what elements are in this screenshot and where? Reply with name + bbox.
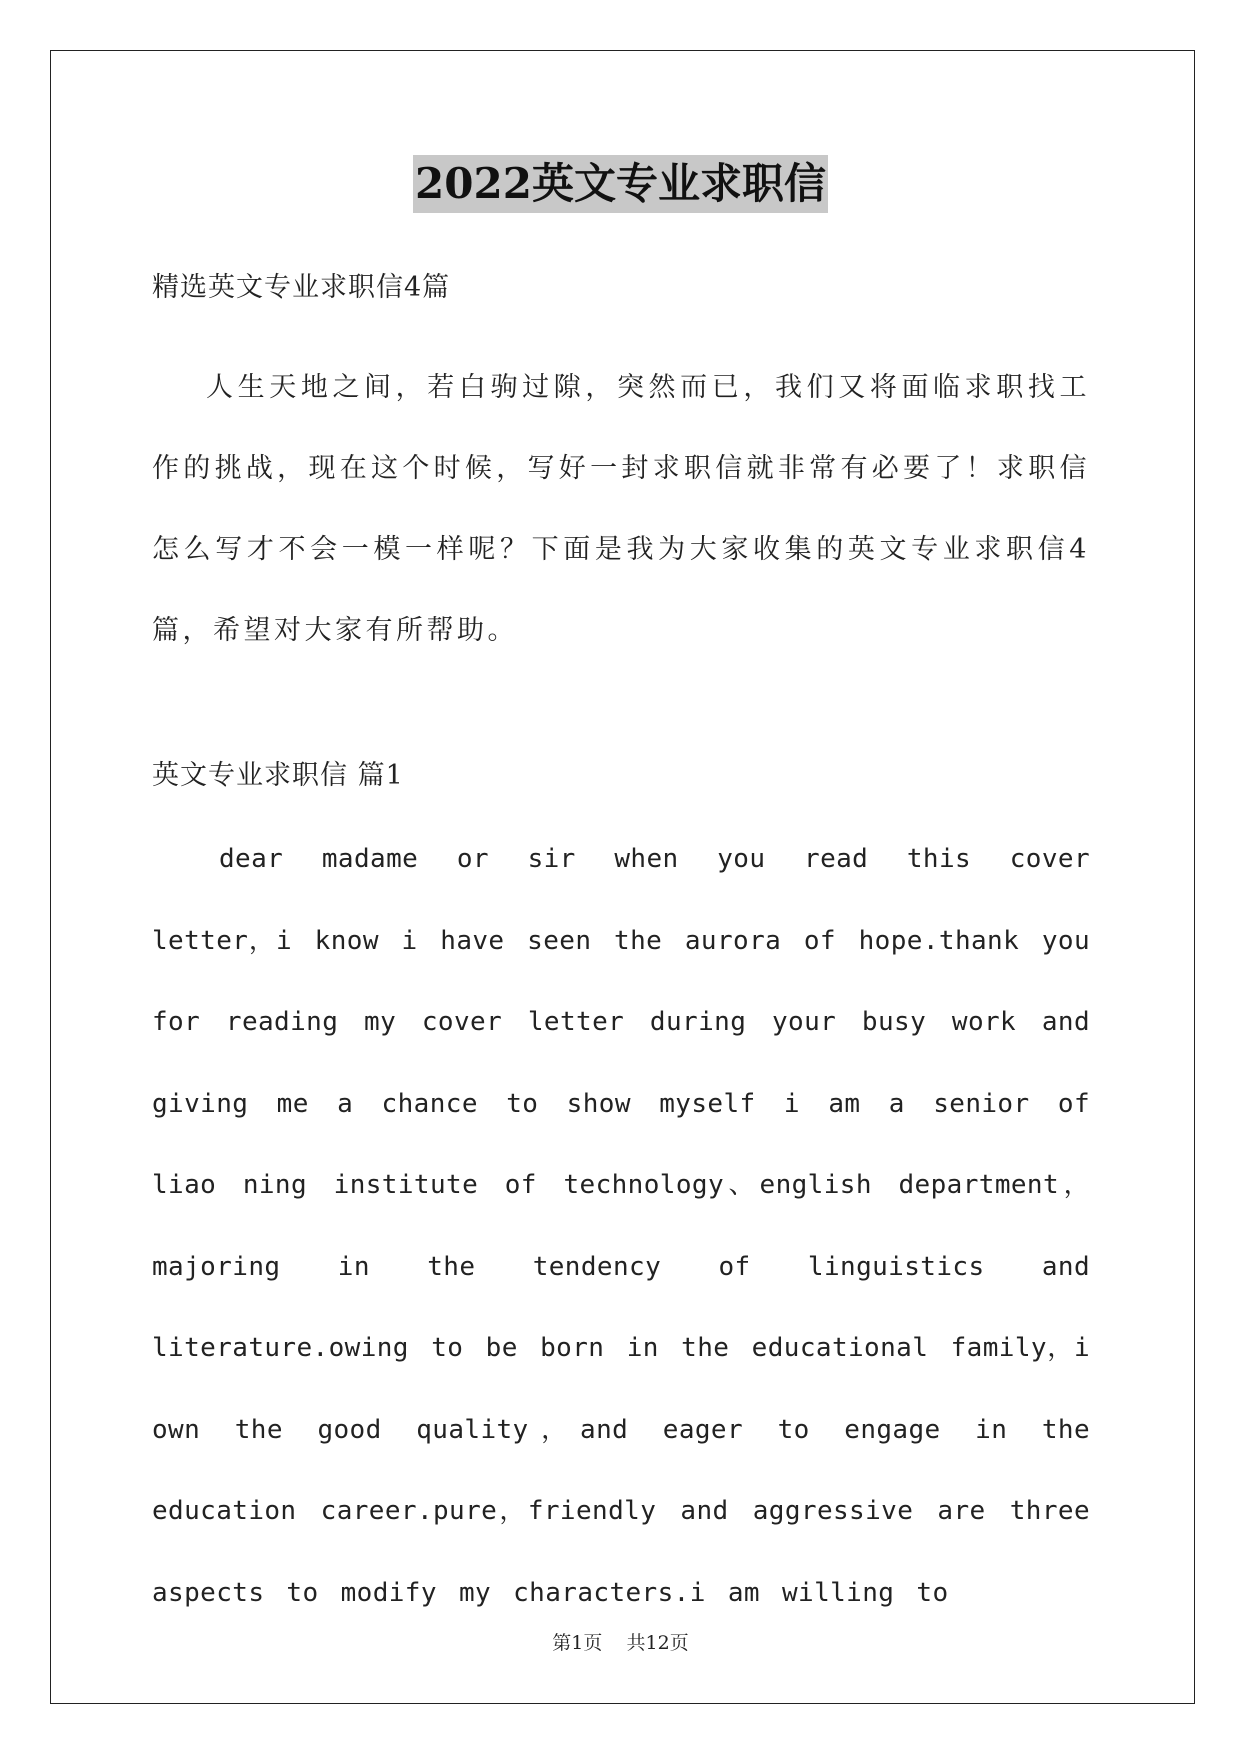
cover-letter-body: dear madame or sir when you read this cover letter，i know i have seen the aurora of hope.thank you for reading my cover letter during your busy work and giving me a chance to show myself i am a senior of liao ning institute of technology、english department，majoring in the tendency of linguistics and literature.owing to be born in the educational family，i own the good quality，and eager to engage in the education career.pure，friendly and aggressive are three aspects to modify my characters.i am willing to [152,844,1090,1608]
title-area [0,155,1241,213]
document-subtitle: 精选英文专业求职信4篇 [152,272,451,303]
page-total: 共12页 [626,1632,689,1654]
document-title: 2022英文专业求职信 [413,155,828,213]
section-heading: 英文专业求职信 篇1 [152,760,404,791]
intro-paragraph: 人生天地之间，若白驹过隙，突然而已，我们又将面临求职找工作的挑战，现在这个时候，写好一封求职信就非常有必要了！求职信怎么写才不会一模一样呢？下面是我为大家收集的英文专业求职信4篇，希望对大家有所帮助。 [152,372,1090,646]
page-footer [0,1628,1241,1655]
page-number: 第1页 [552,1632,603,1654]
